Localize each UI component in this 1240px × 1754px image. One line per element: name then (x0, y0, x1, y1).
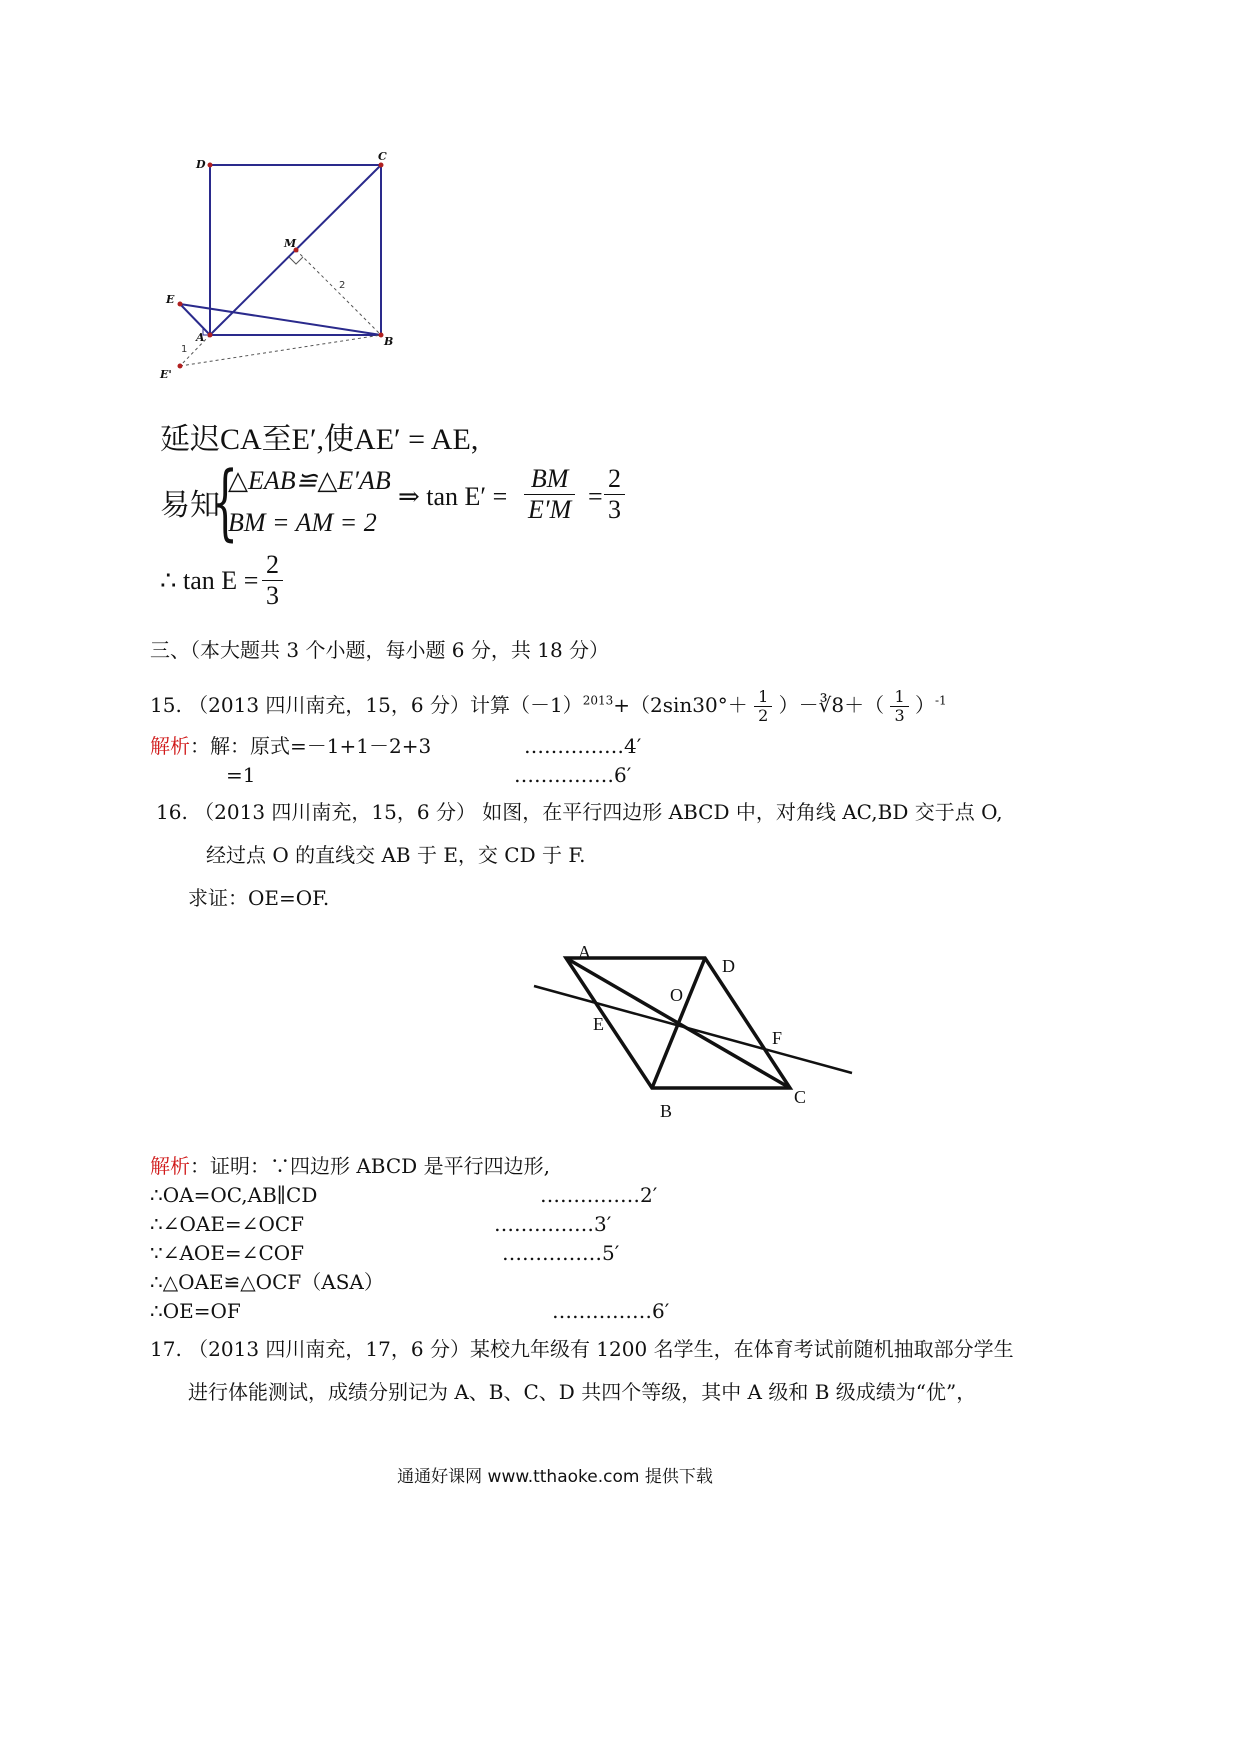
q17-line1: 17. （2013 四川南充，17，6 分）某校九年级有 1200 名学生，在体育考试前随机抽取部分学生 (150, 1337, 1014, 1361)
fraction-two-thirds-a (604, 464, 625, 525)
q15-answer-label: 解析 (150, 734, 190, 758)
length-2: 2 (339, 280, 346, 291)
q15-stem-b: +（2sin30°＋ (613, 693, 748, 717)
label-A: A (196, 331, 205, 344)
q16-proof-line5: ∴△OAE≌△OCF（ASA） (150, 1270, 384, 1294)
q16-line3: 求证：OE=OF. (188, 886, 330, 910)
q16-proof-line3: ∴∠OAE=∠OCF (150, 1212, 305, 1236)
q16-score3: ……………3′ (494, 1212, 612, 1236)
q16-line2: 经过点 O 的直线交 AB 于 E，交 CD 于 F. (206, 843, 586, 867)
label-D: D (196, 158, 206, 171)
label-B: B (384, 335, 394, 348)
numerator-2b: 2 (262, 550, 283, 581)
label-E: E (166, 293, 175, 306)
length-1: 1 (181, 344, 188, 355)
label-A2: A (578, 942, 591, 962)
solution-step1: 延迟CA至E′,使AE′ = AE, (160, 423, 479, 456)
fraction-bm-em (524, 464, 575, 525)
brace: { (212, 455, 239, 550)
parallelogram-figure (520, 935, 860, 1125)
q15-exponent: 2013 (582, 693, 614, 708)
section-heading: 三、（本大题共 3 个小题，每小题 6 分，共 18 分） (150, 638, 610, 662)
square-figure (150, 140, 430, 390)
q16-proof-line1 (150, 1154, 550, 1178)
denominator-3a: 3 (608, 495, 621, 524)
q16-score5: ……………5′ (502, 1241, 620, 1265)
q16-proof-line2: ∴OA=OC,AB∥CD (150, 1183, 318, 1207)
q16-proof-text1: ：证明：∵四边形 ABCD 是平行四边形, (190, 1154, 550, 1178)
q16-score6: ……………6′ (552, 1299, 670, 1323)
label-E2: E (593, 1014, 604, 1034)
congruence-line: △EAB≌△E′AB (228, 466, 391, 495)
q15-half-den: 2 (758, 706, 769, 725)
denominator-em: E′M (528, 495, 572, 524)
q15-score1: ……………4′ (524, 734, 642, 758)
q16-line1: 16. （2013 四川南充，15，6 分） 如图，在平行四边形 ABCD 中，对角线 AC,BD 交于点 O, (156, 800, 1003, 824)
implies-tan: ⇒ tan E′ = (398, 482, 508, 511)
label-M: M (284, 237, 297, 250)
q16-proof-line4: ∵∠AOE=∠COF (150, 1241, 305, 1265)
q15-exponent-2: -1 (935, 693, 947, 708)
q15-half-num: 1 (754, 688, 772, 707)
q16-score2: ……………2′ (540, 1183, 658, 1207)
q16-proof-line6: ∴OE=OF (150, 1299, 241, 1323)
q15-stem-c: ）－∛8＋（ (778, 693, 885, 717)
label-C2: C (794, 1087, 807, 1107)
q17-line2: 进行体能测试，成绩分别记为 A、B、C、D 共四个等级，其中 A 级和 B 级成绩为“优”， (188, 1380, 977, 1404)
solution-step2-prefix: 易知 (160, 489, 220, 522)
q15-answer-line1 (150, 734, 431, 758)
label-B2: B (660, 1101, 673, 1121)
q15-stem-d: ） (915, 693, 935, 717)
page-footer: 通通好课网 www.tthaoke.com 提供下载 (397, 1467, 713, 1487)
therefore-tan-e: ∴ tan E = (160, 566, 259, 595)
label-C: C (378, 150, 387, 163)
q15-stem-a: 15. （2013 四川南充，15，6 分）计算（－1） (150, 693, 583, 717)
q15-score2: ……………6′ (514, 763, 632, 787)
q16-answer-label: 解析 (150, 1154, 190, 1178)
label-O: O (670, 985, 683, 1005)
fraction-two-thirds-b (262, 550, 283, 611)
q15-third-num: 1 (890, 688, 908, 707)
denominator-3b: 3 (266, 581, 279, 610)
numerator-bm: BM (524, 464, 575, 495)
q15-third-den: 3 (894, 706, 905, 725)
numerator-2a: 2 (604, 464, 625, 495)
label-F: F (772, 1028, 783, 1048)
equal-lengths-line: BM = AM = 2 (228, 508, 377, 537)
equals-sign: = (588, 482, 603, 511)
q15-answer-text2: =1 (226, 763, 256, 787)
question-15 (150, 688, 947, 725)
label-E-prime: E' (160, 368, 172, 381)
label-D2: D (722, 956, 735, 976)
q15-answer-text1: ：解：原式=－1+1－2+3 (190, 734, 432, 758)
